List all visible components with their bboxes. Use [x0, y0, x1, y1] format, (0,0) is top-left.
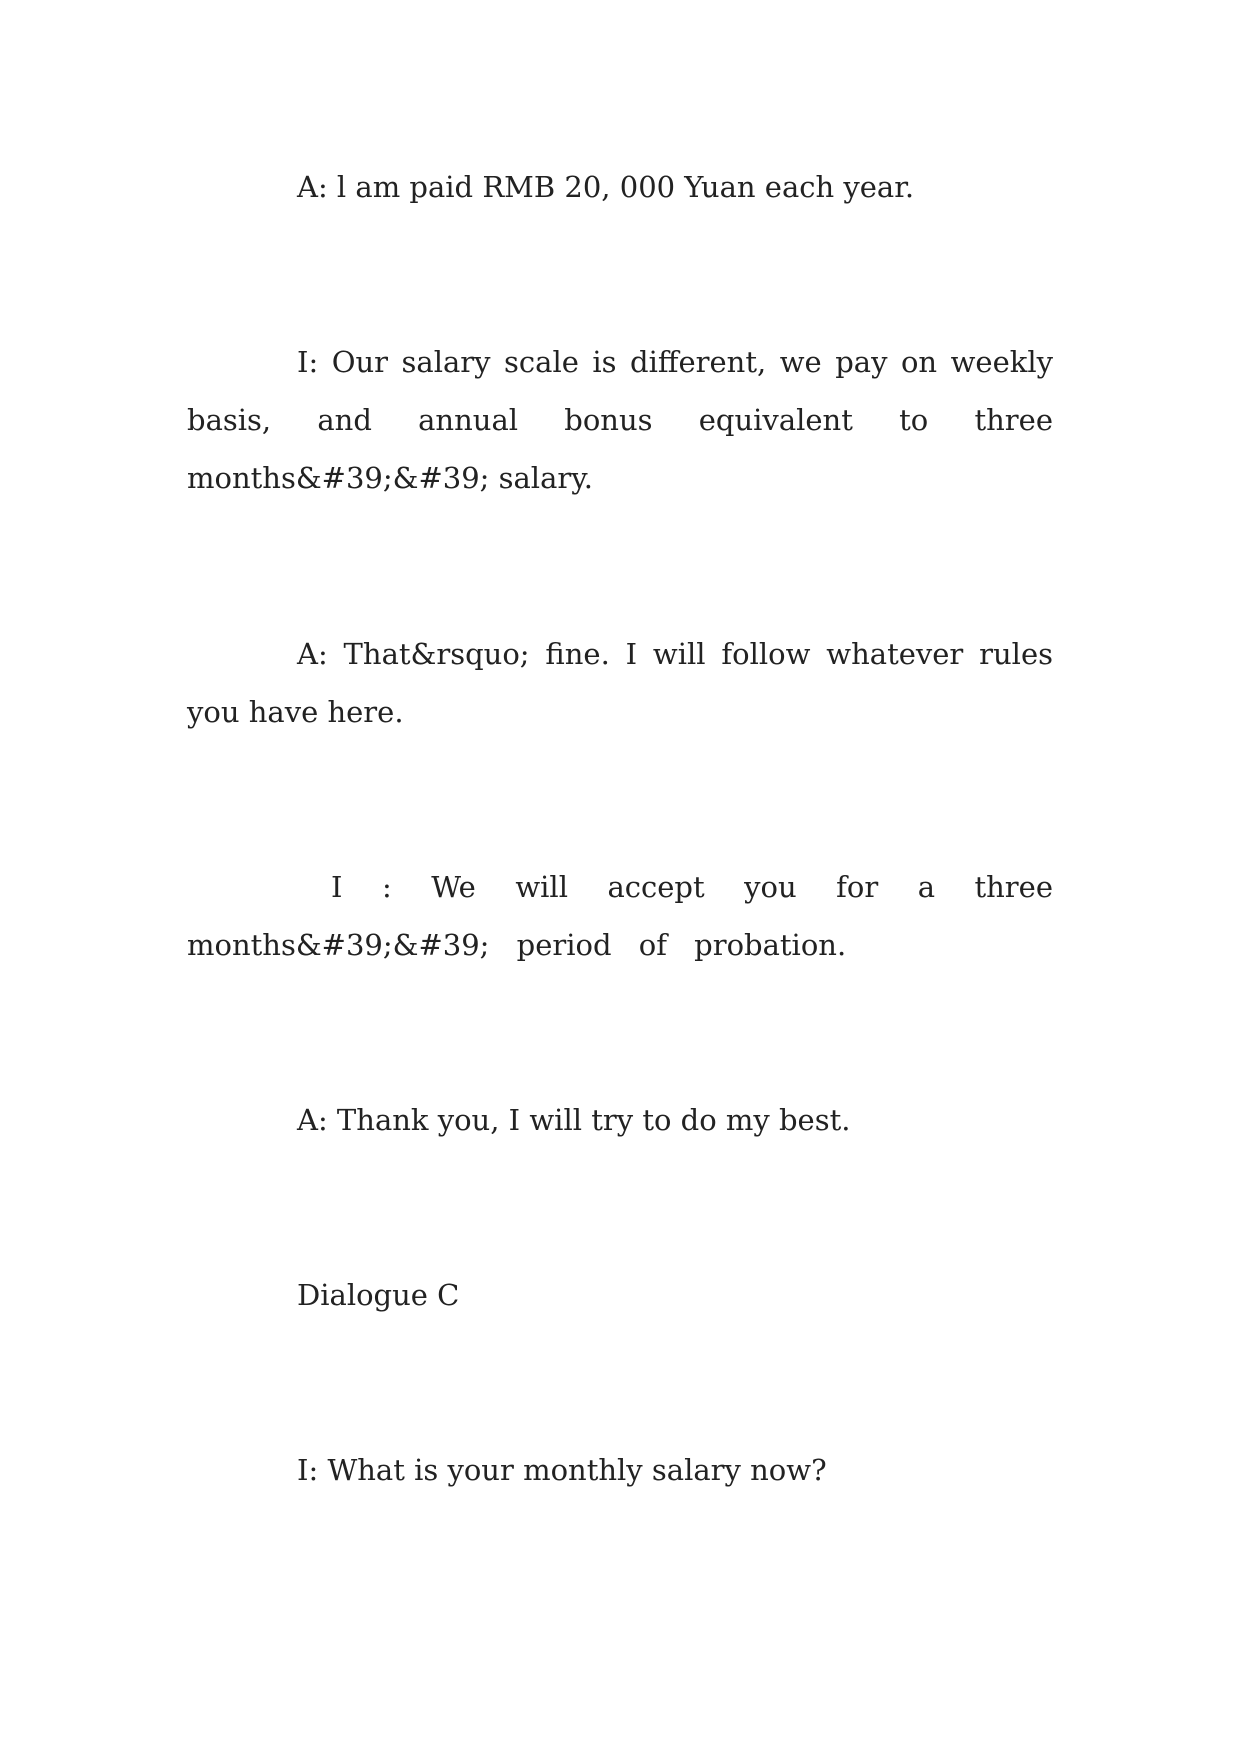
section-heading-dialogue-c: Dialogue C	[297, 1278, 460, 1312]
dialogue-line-interviewer-salary-scale: I: Our salary scale is different, we pay on weekly basis, and annual bonus equivalent to three months&#39;&#39; salary.	[187, 345, 1053, 495]
dialogue-line-interviewer-probation: I : We will accept you for a three months&#39;&#39; period of probation.	[187, 870, 1053, 962]
dialogue-line-applicant-agree: A: That&rsquo; fine. I will follow whatever rules you have here.	[187, 637, 1053, 729]
dialogue-line-interviewer-question: I: What is your monthly salary now?	[297, 1453, 827, 1487]
dialogue-line-applicant-thanks: A: Thank you, I will try to do my best.	[297, 1103, 851, 1137]
dialogue-line-applicant-salary: A: l am paid RMB 20, 000 Yuan each year.	[297, 170, 915, 204]
